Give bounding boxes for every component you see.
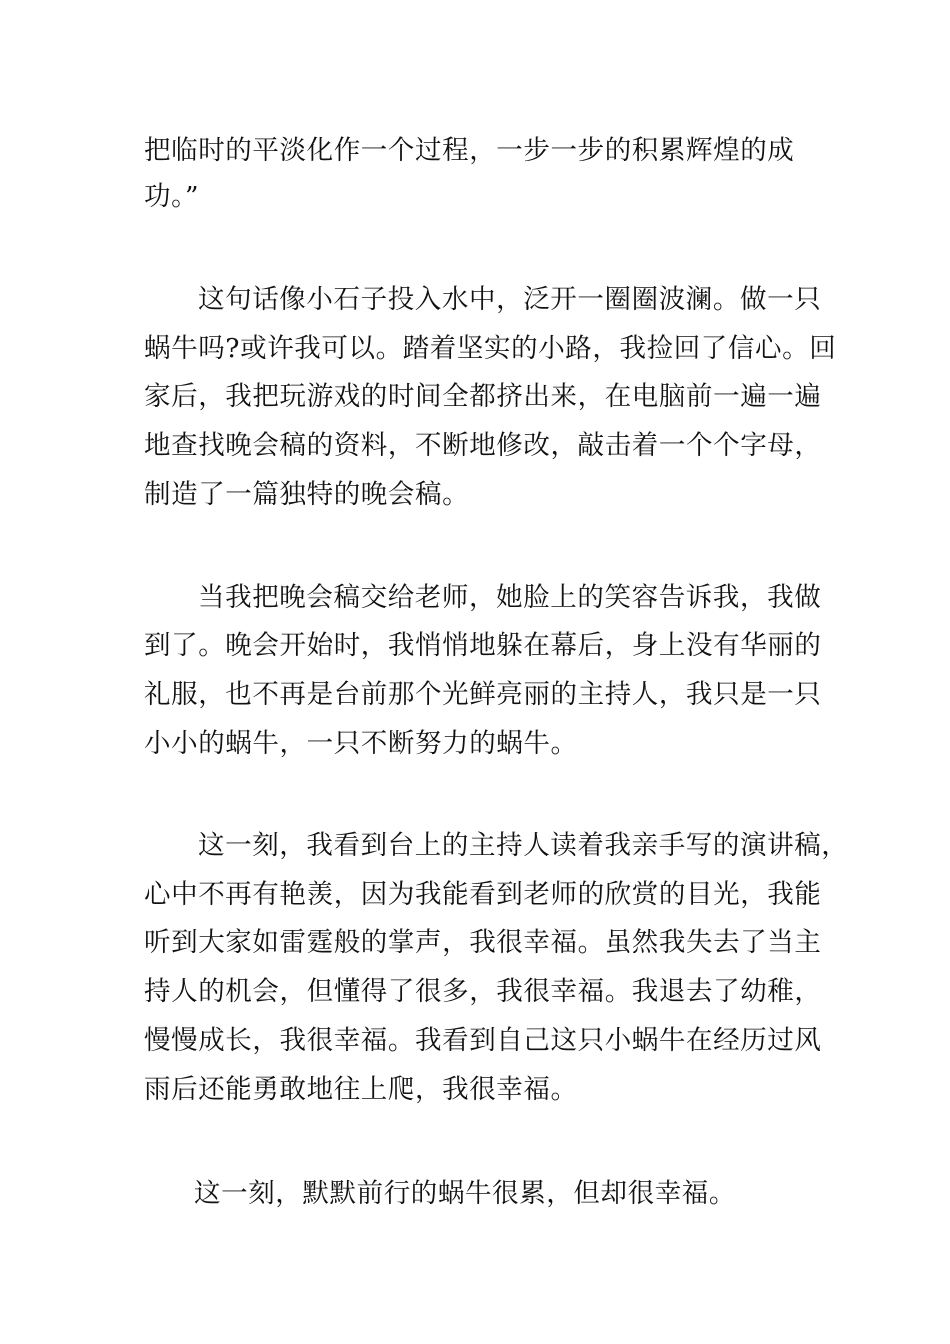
text-line: 这句话像小石子投入水中，泛开一圈圈波澜。做一只 (198, 284, 822, 315)
text-line: 雨后还能勇敢地往上爬，我很幸福。 (144, 1074, 578, 1105)
text-line: 到了。晚会开始时，我悄悄地躲在幕后，身上没有华丽的 (144, 630, 822, 661)
text-line: 这一刻，我看到台上的主持人读着我亲手写的演讲稿， (198, 830, 849, 861)
text-line: 小小的蜗牛，一只不断努力的蜗牛。 (144, 728, 578, 759)
text-line: 家后，我把玩游戏的时间全都挤出来，在电脑前一遍一遍 (144, 381, 822, 412)
text-line: 礼服，也不再是台前那个光鲜亮丽的主持人，我只是一只 (144, 679, 822, 710)
text-line: 蜗牛吗?或许我可以。踏着坚实的小路，我捡回了信心。回 (144, 333, 837, 364)
text-line: 听到大家如雷霆般的掌声，我很幸福。虽然我失去了当主 (144, 927, 822, 958)
text-line: 心中不再有艳羡，因为我能看到老师的欣赏的目光，我能 (144, 879, 822, 910)
text-line: 持人的机会，但懂得了很多，我很幸福。我退去了幼稚， (144, 976, 822, 1007)
text-line: 当我把晚会稿交给老师，她脸上的笑容告诉我，我做 (198, 582, 822, 613)
text-line: 地查找晚会稿的资料，不断地修改，敲击着一个个字母， (144, 430, 822, 461)
text-line: 慢慢成长，我很幸福。我看到自己这只小蜗牛在经历过风 (144, 1025, 822, 1056)
text-line: 制造了一篇独特的晚会稿。 (144, 479, 470, 510)
text-line: 这一刻，默默前行的蜗牛很累，但却很幸福。 (194, 1178, 736, 1209)
text-line: 把临时的平淡化作一个过程，一步一步的积累辉煌的成 (144, 135, 795, 166)
text-line: 功。” (144, 181, 200, 212)
